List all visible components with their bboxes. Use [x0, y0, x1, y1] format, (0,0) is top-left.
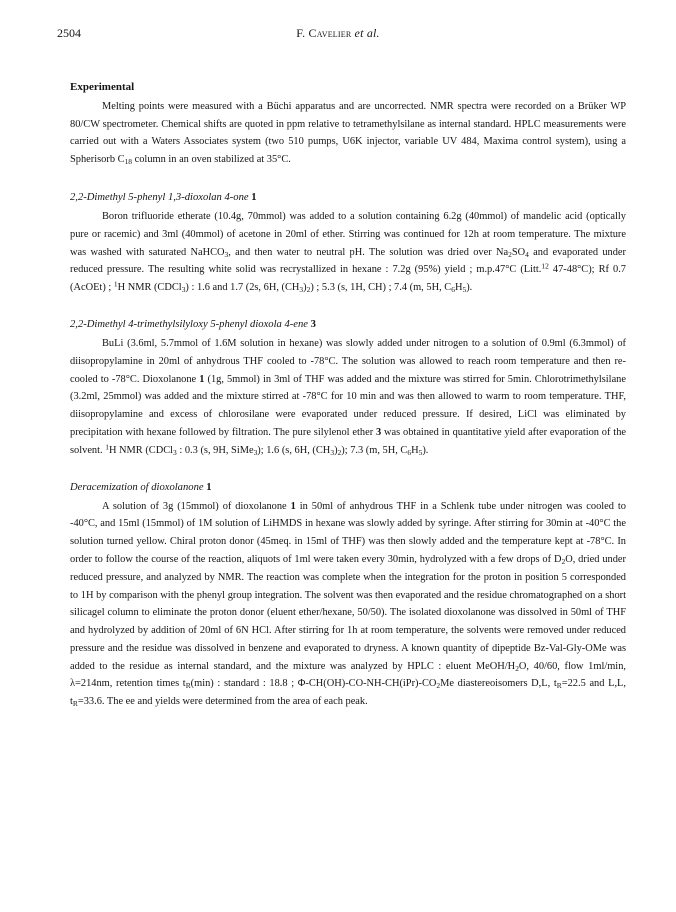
running-head: F. Cavelier et al.	[296, 26, 380, 40]
article-body	[70, 78, 626, 730]
page-header	[0, 26, 676, 44]
section-heading-experimental: Experimental	[70, 81, 135, 93]
paragraph-silylenol-synthesis: BuLi (3.6ml, 5.7mmol of 1.6M solution in hexane) was slowly added under nitrogen to a solution of 0.9ml (6.3mmol) of diisopropylamine in 20ml of anhydrous THF cooled to -78°C. The solution was allowed to reach room temperature and then re-cooled to -78°C. Dioxolanone 1 (1g, 5mmol) in 3ml of THF was added and the mixture was stirred for 5min. Chlorotrimethylsilane (3.2ml, 25mmol) was added and the mixture stirred at -78°C for 10 min and was then allowed to warm to room temperature. THF, diisopropylamine and excess of chlorosilane were evaporated under reduced pressure. If desired, LiCl was eliminated by precipitation with hexane followed by filtration. The pure silylenol ether 3 was obtained in quantitative yield after evaporation of the solvent. $^1$H NMR (CDCl$_3$ : 0.3 (s, 9H, SiMe$_3$); 1.6 (s, 6H, $(CH_3)_2$); 7.3 (m, 5H, $C_6H_5$).	[70, 338, 626, 457]
paragraph-apparatus: Melting points were measured with a Büchi apparatus and are uncorrected. NMR spectra were recorded on a Brüker WP 80/CW spectrometer. Chemical shifts are quoted in ppm relative to tetramethylsilane as internal standard. HPLC measurements were carried out with a Waters Associates system (two 510 pumps, U6K injector, variable UV 484, Maxima control system), using a Spherisorb $C_{18}$ column in an oven stabilized at 35°C.	[70, 100, 626, 166]
page-number: 2504	[57, 26, 81, 40]
paragraph-dioxolanone-synthesis: Boron trifluoride etherate (10.4g, 70mmol) was added to a solution containing 6.2g (40mmol) of mandelic acid (optically pure or racemic) and 3ml (40mmol) of acetone in 20ml of ether. Stirring was continued for 12h at room temperature. The mixture was washed with saturated NaHCO$_3$, and then water to neutral pH. The solution was dried over $Na_2SO_4$ and evaporated under reduced pressure. The resulting white solid was recrystallized in hexane : 7.2g (95%) yield ; m.p.47°C (Litt.$^{12}$ 47-48°C); Rf 0.7 (AcOEt) ; $^1$H NMR (CDCl$_3$) : 1.6 and 1.7 (2s, 6H, $(CH_3)_2$) ; 5.3 (s, 1H, CH) ; 7.4 (m, 5H, $C_6H_5$).	[70, 211, 626, 295]
procedure-dioxolanone	[70, 189, 626, 297]
procedure-heading-deracemization: Deracemization of dioxolanone 1	[70, 481, 212, 493]
experimental-section	[70, 78, 626, 169]
paragraph-deracemization: A solution of 3g (15mmol) of dioxolanone 1 in 50ml of anhydrous THF in a Schlenk tube under nitrogen was cooled to -40°C, and 15ml (15mmol) of 1M solution of LiHMDS in hexane was slowly added by syringe. After stirring for 30min at -40°C the solution turned yellow. Chiral proton donor (45meq. in 15ml of THF) was then slowly added and the temperature kept at -78°C. In order to follow the course of the reaction, aliquots of 1ml were taken every 30min, hydrolyzed with a few drops of $D_2O$, dried under reduced pressure, and analyzed by NMR. The reaction was complete when the integration for the proton in position 5 corresponded to 1H by comparison with the phenyl group integration. The solvent was then evaporated and the residue chromatographed on a short silicagel column to eliminate the proton donor (eluent ether/hexane, 50/50). The isolated dioxolanone was dissolved in 50ml of THF and hydrolyzed by addition of 20ml of 6N HCl. After stirring for 1h at room temperature, the solvents were removed under reduced pressure and the residue was dissolved in benzene and evaporated to dryness. A known quantity of dipeptide Bz-Val-Gly-OMe was added to the residue as internal standard, and the mixture was analyzed by HPLC : eluent MeOH/$H_2O$, 40/60, flow 1ml/min, λ=214nm, retention times $t_R(\min)$ : standard : 18.8 ; $\Phi-CH(OH)-CO-NH-CH(iPr)-CO_2Me$ diastereoisomers D,L, $t_R=22.5$ and L,L, $t_R=33.6$. The ee and yields were determined from the area of each peak.	[70, 500, 626, 709]
procedure-deracemization	[70, 479, 626, 711]
procedure-heading-silylenol-ether: 2,2-Dimethyl 4-trimethylsilyloxy 5-phenyl dioxola 4-ene 3	[70, 318, 316, 330]
procedure-heading-dioxolanone: 2,2-Dimethyl 5-phenyl 1,3-dioxolan 4-one 1	[70, 191, 257, 203]
procedure-silylenol-ether	[70, 316, 626, 460]
